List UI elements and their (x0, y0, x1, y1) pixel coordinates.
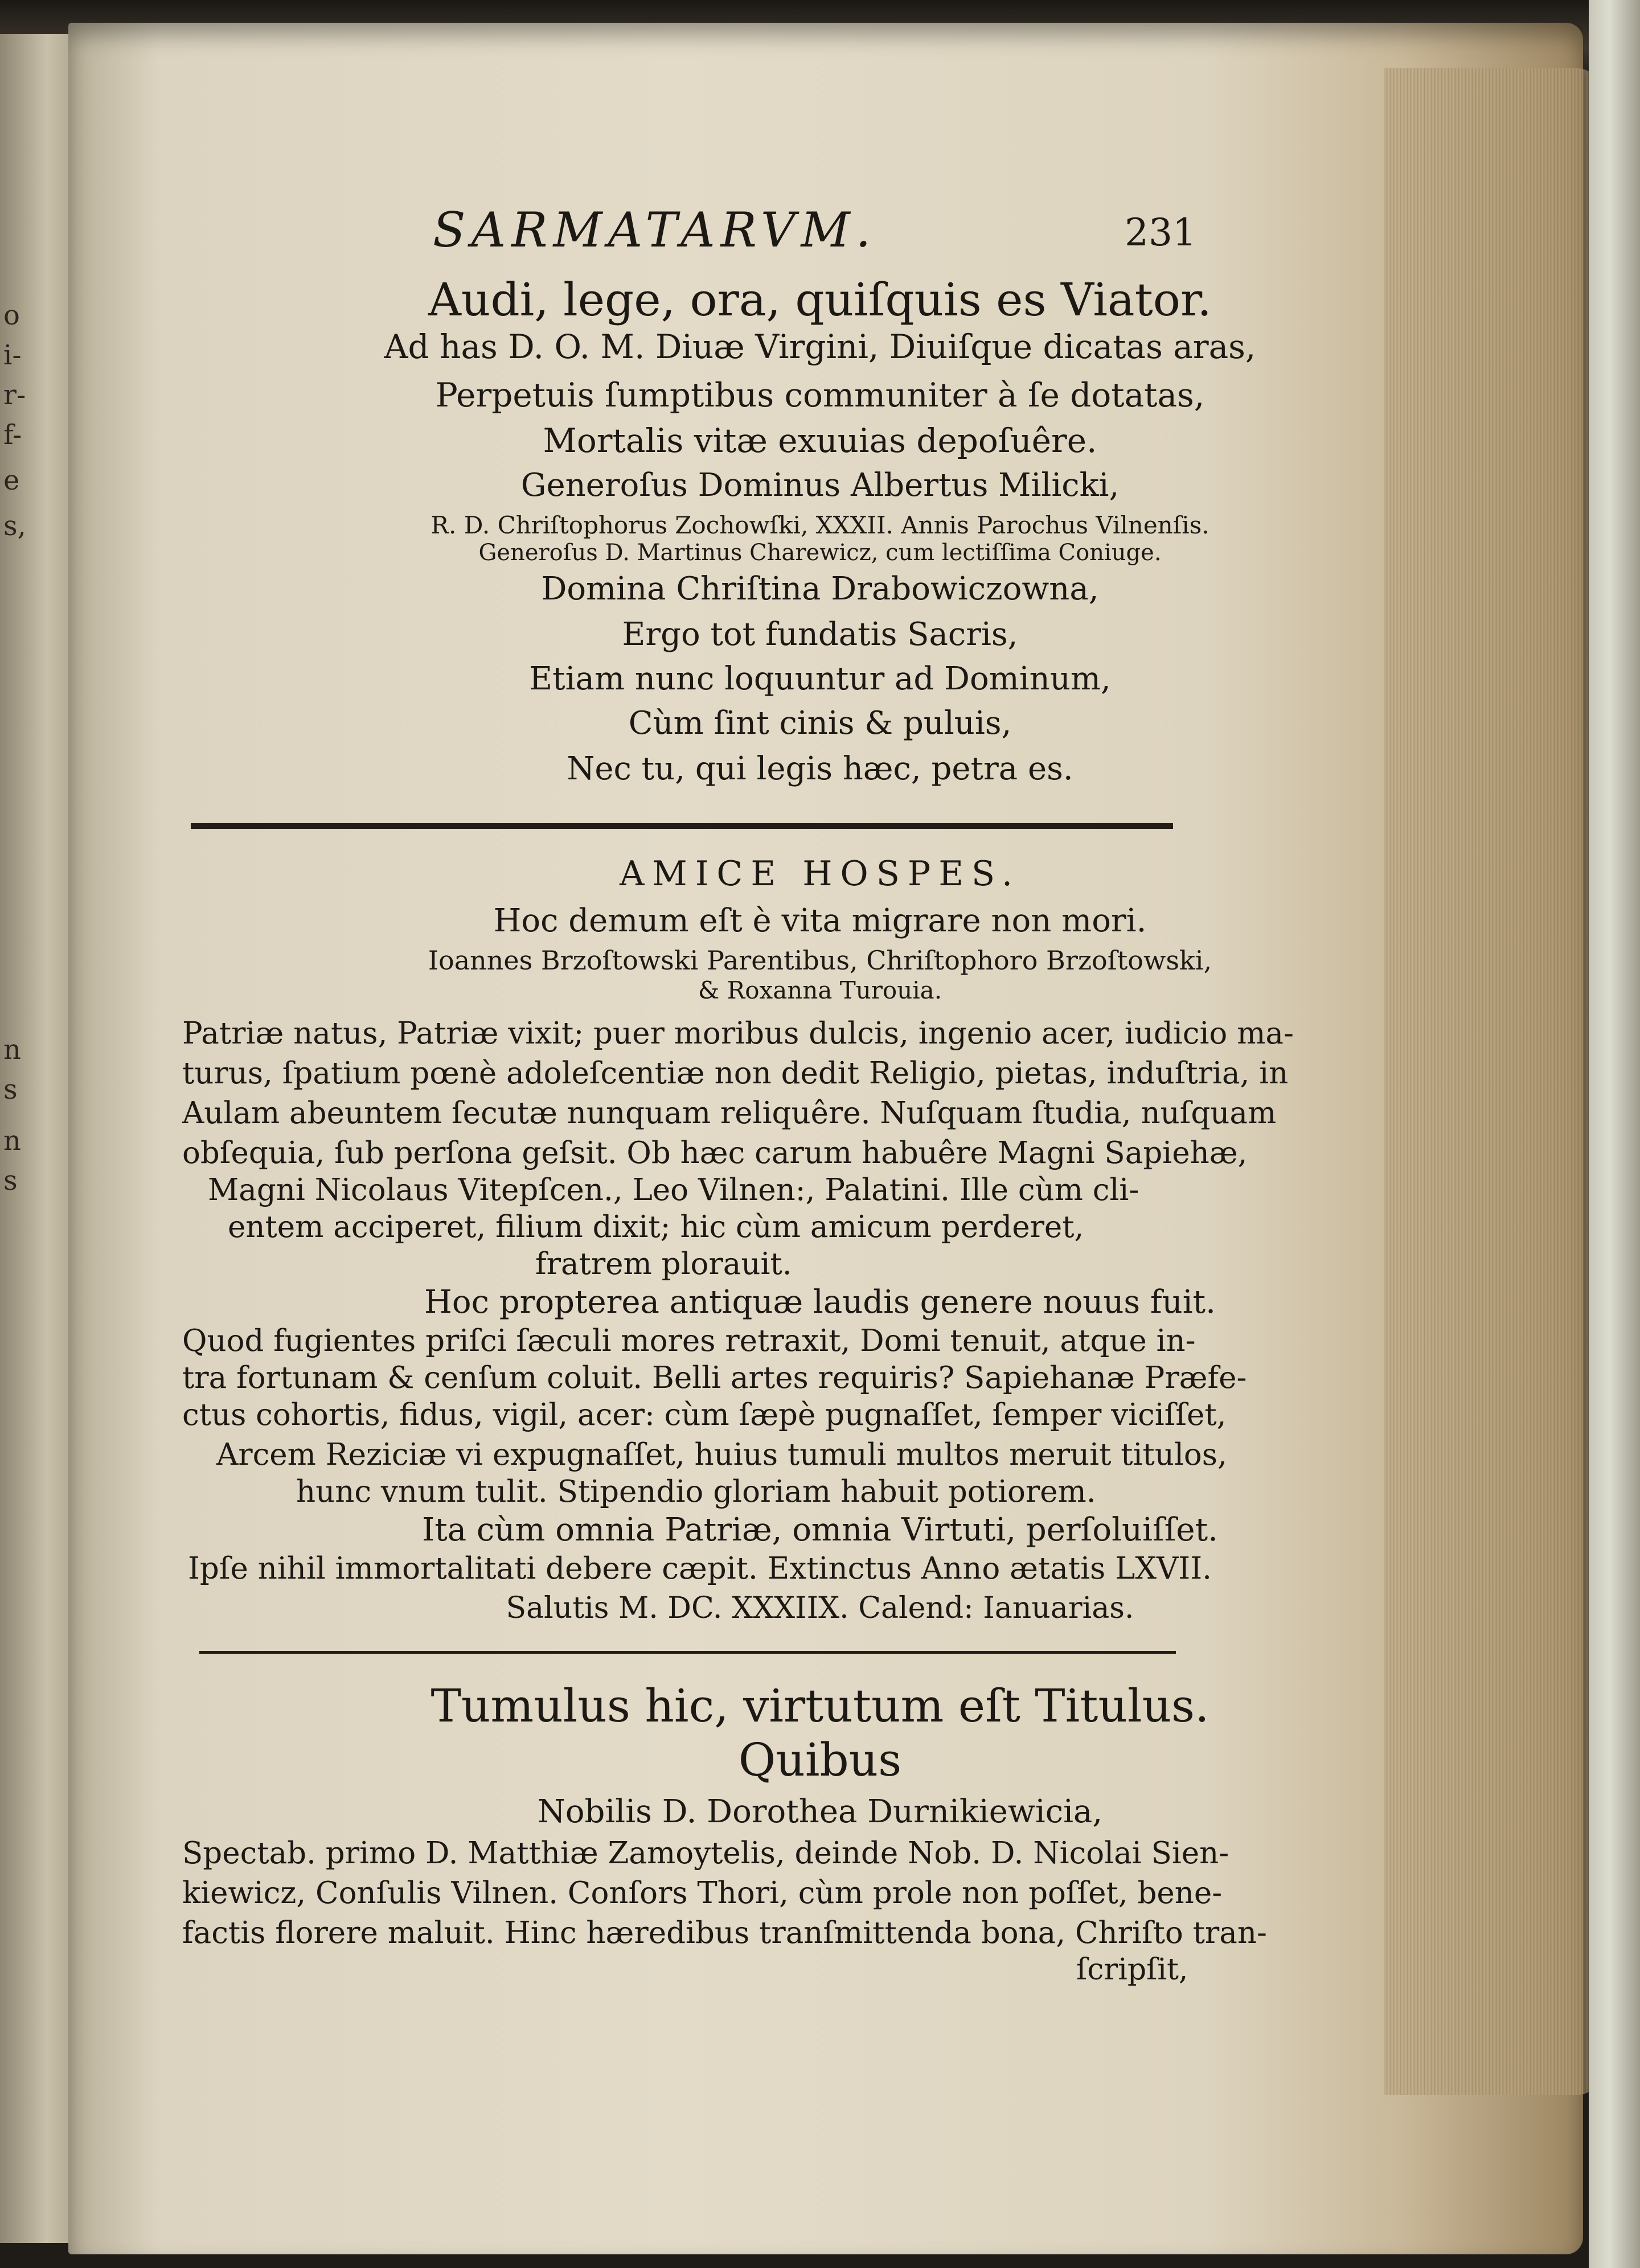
epitaph2-title: AMICE HOSPES. (619, 854, 1021, 894)
epitaph3-quibus: Quibus (738, 1733, 902, 1786)
paragraph-line: obſequia, ſub perſona geſsit. Ob hæc carum habuêre Magni Sapiehæ, (182, 1136, 1248, 1170)
epitaph1-line: Etiam nunc loquuntur ad Dominum, (529, 660, 1111, 697)
epitaph1-line: Nec tu, qui legis hæc, petra es. (567, 750, 1073, 787)
paragraph-line: ctus cohortis, fidus, vigil, acer: cùm ſæpè pugnaſſet, ſemper viciſſet, (182, 1398, 1227, 1432)
epitaph1-line: R. D. Chriſtophorus Zochowſki, XXXII. Annis Parochus Vilnenſis. (430, 511, 1210, 539)
left-edge-letter: o (3, 299, 20, 331)
paragraph-line: hunc vnum tulit. Stipendio gloriam habuit potiorem. (296, 1474, 1096, 1509)
paragraph-line: Arcem Reziciæ vi expugnaſſet, huius tumuli multos meruit titulos, (216, 1437, 1227, 1472)
paragraph-line: turus, ſpatium pœnè adoleſcentiæ non dedit Religio, pietas, induſtria, in (182, 1056, 1289, 1091)
paragraph-line: Spectab. primo D. Matthiæ Zamoytelis, deinde Nob. D. Nicolai Sien- (182, 1836, 1229, 1871)
epitaph2-line: Hoc propterea antiquæ laudis genere nouus fuit. (424, 1284, 1216, 1321)
epitaph2-names: Ioannes Brzoſtowski Parentibus, Chriſtophoro Brzoſtowski, (428, 945, 1212, 976)
epitaph1-title: Audi, lege, ora, quiſquis es Viator. (428, 273, 1212, 326)
left-edge-letter: e (3, 465, 20, 496)
running-head: SARMATARVM. (433, 202, 877, 258)
paragraph-line: Quod fugientes priſci ſæculi mores retraxit, Domi tenuit, atque in- (182, 1324, 1196, 1358)
epitaph3-title: Tumulus hic, virtutum eſt Titulus. (430, 1679, 1210, 1732)
left-edge-letter: r- (3, 379, 26, 411)
paragraph-line: tra fortunam & cenſum coluit. Belli artes requiris? Sapiehanæ Præfe- (182, 1361, 1247, 1395)
paragraph-line: entem acciperet, filium dixit; hic cùm amicum perderet, (228, 1210, 1084, 1244)
left-edge-letter: f- (3, 419, 22, 451)
epitaph3-names: Nobilis D. Dorothea Durnikiewicia, (537, 1793, 1103, 1830)
epitaph2-line: Salutis M. DC. XXXIIX. Calend: Ianuarias. (506, 1591, 1134, 1625)
paragraph-line: fratrem plorauit. (535, 1247, 792, 1281)
paragraph-line: Aulam abeuntem ſecutæ nunquam reliquêre. Nuſquam ſtudia, nuſquam (182, 1096, 1277, 1131)
epitaph2-subtitle: Hoc demum eſt è vita migrare non mori. (493, 902, 1147, 939)
divider-rule (191, 823, 1173, 829)
epitaph1-line: Ergo tot fundatis Sacris, (622, 616, 1018, 653)
paragraph-line: Magni Nicolaus Vitepſcen., Leo Vilnen:, Palatini. Ille cùm cli- (208, 1173, 1139, 1207)
divider-rule (199, 1651, 1176, 1654)
paragraph-line: factis florere maluit. Hinc hæredibus tranſmittenda bona, Chriſto tran- (182, 1916, 1267, 1950)
epitaph1-line: Generoſus D. Martinus Charewicz, cum lectiſſima Coniuge. (478, 540, 1162, 566)
catchword: ſcripſit, (1076, 1953, 1188, 1987)
paragraph-line: kiewicz, Conſulis Vilnen. Conſors Thori, cùm prole non poſſet, bene- (182, 1876, 1223, 1910)
epitaph1-line: Cùm ſint cinis & puluis, (628, 705, 1012, 742)
page-number: 231 (1125, 211, 1196, 254)
epitaph1-line: Generoſus Dominus Albertus Milicki, (520, 467, 1120, 504)
left-edge-letter: s (3, 1074, 18, 1106)
epitaph2-line: Ita cùm omnia Patriæ, omnia Virtuti, perſoluiſſet. (422, 1511, 1218, 1548)
epitaph1-line: Perpetuis ſumptibus communiter à ſe dotatas, (435, 376, 1205, 414)
epitaph1-line: Mortalis vitæ exuuias depoſuêre. (543, 421, 1097, 460)
left-edge-letter: s (3, 1165, 18, 1197)
paragraph-line: Ipſe nihil immortalitati debere cæpit. Extinctus Anno ætatis LXVII. (188, 1551, 1212, 1586)
paragraph-line: Patriæ natus, Patriæ vixit; puer moribus dulcis, ingenio acer, iudicio ma- (182, 1016, 1294, 1051)
left-edge-letter: n (3, 1034, 21, 1066)
page-stack-edge (1384, 68, 1600, 2095)
left-edge-letter: i- (3, 339, 22, 371)
epitaph2-names: & Roxanna Turouia. (698, 976, 942, 1004)
left-edge-letter: n (3, 1125, 21, 1157)
left-edge-letter: s, (3, 510, 26, 542)
epitaph1-line: Ad has D. O. M. Diuæ Virgini, Diuiſque dicatas aras, (384, 327, 1256, 366)
epitaph1-line: Domina Chriſtina Drabowiczowna, (541, 570, 1099, 607)
